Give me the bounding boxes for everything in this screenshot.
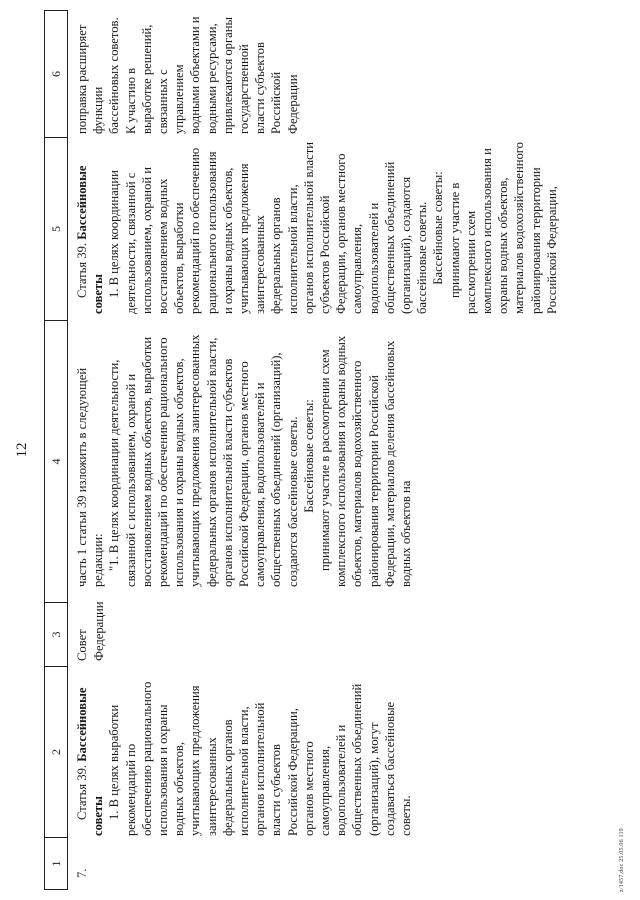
proposed-paragraph-3: принимают участие в рассмотрении схем комплексного использования и охраны водных объектов, материалов водохозяйственного районирования территории Российской Федерации, bbox=[447, 142, 559, 314]
proposed-title-bold: Бассейновые советы bbox=[75, 165, 106, 314]
amendment-intro: часть 1 статьи 39 изложить в следующей редакции: bbox=[75, 367, 106, 587]
current-text-cell bbox=[74, 680, 414, 836]
footer-file-info: z/1457.doc 25.05.06 119 bbox=[619, 828, 625, 892]
proposed-text-cell bbox=[74, 142, 560, 314]
current-text-paragraph: 1. В целях выработки рекомендаций по обеспечению рационального использования и охраны водных объектов, учитывающих предложения заинтересованных федеральных органов исполнительной власти, органов исполнительной власти субъектов Российской Федерации, органов местного самоуправления, водопользователей и общественных объединений (организаций), могут создаваться бассейновые советы. bbox=[107, 681, 414, 836]
comment-cell: поправка расширяет функции бассейновых советов. К участию в выработке решений, связанных с управлением водными объектами и водными ресурсами, привлекаются органы государственной власти субъектов Российской Федерации bbox=[75, 16, 300, 134]
amendment-paragraph-1: "1. В целях координации деятельности, связанной с использованием, охраной и восстановлением водных объектов, выработки рекомендаций по обеспечению рационального использования и охраны водных объектов, учитывающих предложения заинтересованных федеральных органов исполнительной власти, органов исполнительной власти субъектов Российской Федерации, органов местного самоуправления, водопользователей и общественных объединений (организаций), создаются бассейновые советы. bbox=[107, 334, 300, 587]
amendment-paragraph-3: принимают участие в рассмотрении схем комплексного использования и охраны водных объектов, материалов водохозяйственного районирования территории Российской Федерации, материалов деления бассейновых водных объектов на bbox=[318, 335, 414, 587]
amendment-text-cell bbox=[74, 325, 414, 587]
header-col-2: 2 bbox=[45, 667, 67, 838]
header-col-1: 1 bbox=[45, 838, 67, 890]
header-col-4: 4 bbox=[45, 321, 67, 603]
proposed-title-prefix: Статья 39. bbox=[75, 239, 89, 298]
header-col-3: 3 bbox=[45, 603, 67, 667]
row-number: 7. bbox=[75, 868, 89, 878]
table-header-row bbox=[44, 10, 68, 890]
amendment-paragraph-2: Бассейновые советы: bbox=[301, 399, 316, 513]
amendment-author-cell: Совет Федерации bbox=[75, 601, 106, 661]
header-col-6: 6 bbox=[45, 10, 67, 138]
proposed-paragraph-2: Бассейновые советы: bbox=[431, 171, 446, 285]
article-title-bold: Бассейновые советы bbox=[75, 687, 106, 836]
article-title-prefix: Статья 39. bbox=[75, 761, 89, 820]
proposed-paragraph-1: 1. В целях координации деятельности, связанной с использованием, охраной и восстановлением водных объектов, выработки рекомендаций по обеспечению рационального использования и охраны водных объектов, учитывающих предложения заинтересованных федеральных органов исполнительной власти, органов исполнительной власти субъектов Российской Федерации, органов местного самоуправления, водопользователей и общественных объединений (организаций), создаются бассейновые советы. bbox=[107, 142, 430, 314]
header-col-5: 5 bbox=[45, 138, 67, 321]
page-number: 12 bbox=[14, 442, 30, 458]
